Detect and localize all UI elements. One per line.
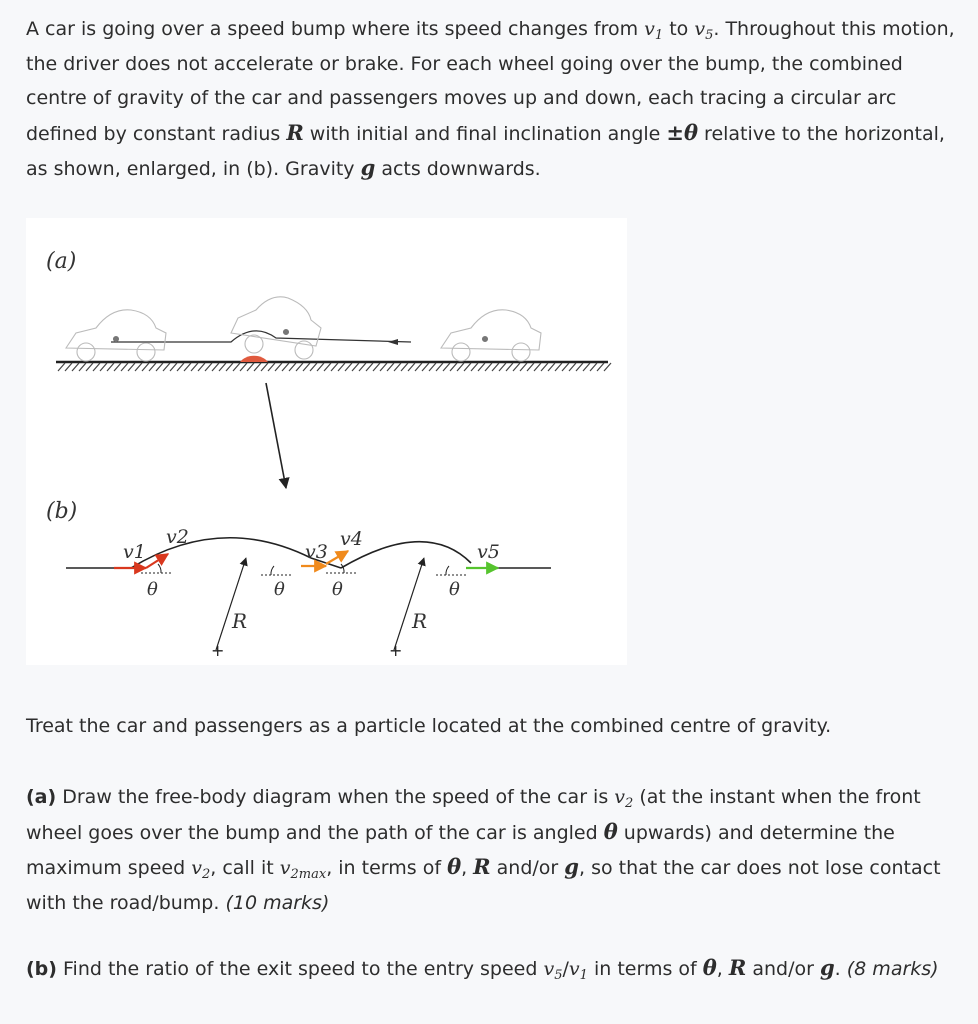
road-hatch-mark bbox=[331, 363, 338, 371]
road-hatch-mark bbox=[590, 363, 597, 371]
math-v2: $v_2$ bbox=[614, 786, 634, 811]
label-v4: v4 bbox=[340, 528, 363, 550]
question-b-marks: (8 marks) bbox=[846, 958, 939, 980]
intro-paragraph: A car is going over a speed bump where its speed changes from $v_1$ to $v_5$. Throughout this motion, the driver does not accelerate or brake. For each wheel going over the bump, the combined centre of gravity of the car and passengers moves up and down, each tracing a circular arc defined by constant radius R with initial and final inclination angle ±θ relative to the horizontal, as shown, enlarged, in (b). Gravity g acts downwards. bbox=[26, 18, 955, 180]
road-hatch-mark bbox=[415, 363, 422, 371]
road-hatch-mark bbox=[520, 363, 527, 371]
road-hatch-mark bbox=[499, 363, 506, 371]
road-hatch-mark bbox=[128, 363, 135, 371]
road-hatch-mark bbox=[261, 363, 268, 371]
question-a-label: (a) bbox=[26, 786, 57, 808]
road-hatch-mark bbox=[163, 363, 170, 371]
road-hatch-mark bbox=[597, 363, 604, 371]
velocity-v2-arrow bbox=[146, 554, 168, 568]
theta-3: θ bbox=[332, 579, 343, 600]
road-hatch-mark bbox=[254, 363, 261, 371]
center-mark-2: + bbox=[389, 641, 403, 660]
road-hatch-mark bbox=[100, 363, 107, 371]
road-hatch-mark bbox=[72, 363, 79, 371]
road-hatch-mark bbox=[401, 363, 408, 371]
road-hatch-mark bbox=[450, 363, 457, 371]
car-1 bbox=[66, 310, 166, 361]
label-v1: v1 bbox=[123, 541, 146, 563]
road-hatch-mark bbox=[156, 363, 163, 371]
math-g-a: g bbox=[564, 854, 579, 879]
road-hatch-mark bbox=[121, 363, 128, 371]
road-hatch-mark bbox=[345, 363, 352, 371]
road-hatch-mark bbox=[135, 363, 142, 371]
road-hatch-mark bbox=[205, 363, 212, 371]
road-hatch-mark bbox=[464, 363, 471, 371]
road-hatch-mark bbox=[317, 363, 324, 371]
bump bbox=[240, 356, 268, 362]
car-2 bbox=[231, 297, 321, 359]
road-hatch-mark bbox=[583, 363, 590, 371]
math-v1-ratio: $v_1$ bbox=[568, 958, 588, 983]
question-b-label: (b) bbox=[26, 958, 57, 980]
road-hatch-mark bbox=[338, 363, 345, 371]
math-theta: θ bbox=[603, 818, 618, 844]
enlarge-arrow bbox=[266, 383, 286, 488]
question-a-marks: (10 marks) bbox=[225, 891, 330, 914]
road-hatch-mark bbox=[527, 363, 534, 371]
road-hatch-mark bbox=[282, 363, 289, 371]
trajectory-arrow bbox=[388, 339, 398, 345]
road-hatch-mark bbox=[191, 363, 198, 371]
road-hatch-mark bbox=[555, 363, 562, 371]
math-R-b: R bbox=[728, 955, 747, 980]
road-hatch-mark bbox=[429, 363, 436, 371]
road-hatch-mark bbox=[303, 363, 310, 371]
road-hatch-mark bbox=[296, 363, 303, 371]
road-hatch-mark bbox=[233, 363, 240, 371]
math-v1: $v_1$ bbox=[644, 18, 664, 43]
road-hatch-mark bbox=[394, 363, 401, 371]
math-g: g bbox=[360, 155, 376, 180]
math-pm-theta: ±θ bbox=[666, 119, 699, 145]
road-hatch-mark bbox=[275, 363, 282, 371]
road-hatch-mark bbox=[226, 363, 233, 371]
road-hatch-mark bbox=[149, 363, 156, 371]
math-theta-2: θ bbox=[447, 854, 462, 879]
road-hatch-mark bbox=[548, 363, 555, 371]
road-hatch-mark bbox=[422, 363, 429, 371]
road-hatch-mark bbox=[562, 363, 569, 371]
road-hatch-mark bbox=[142, 363, 149, 371]
road-hatch-mark bbox=[268, 363, 275, 371]
math-R: R bbox=[286, 119, 304, 145]
road-hatch-mark bbox=[478, 363, 485, 371]
figure-svg bbox=[26, 218, 627, 665]
label-R-1: R bbox=[232, 609, 248, 633]
car-3 bbox=[441, 310, 541, 361]
velocity-v4-arrow bbox=[326, 551, 348, 564]
theta-2: θ bbox=[274, 579, 285, 600]
road-hatch-mark bbox=[366, 363, 373, 371]
cog-trajectory bbox=[111, 331, 411, 342]
math-g-b: g bbox=[819, 955, 835, 980]
road-hatch-mark bbox=[170, 363, 177, 371]
road-hatch-mark bbox=[93, 363, 100, 371]
road-hatch-mark bbox=[541, 363, 548, 371]
road-hatch-mark bbox=[492, 363, 499, 371]
theta-4: θ bbox=[449, 579, 460, 600]
road-hatch-mark bbox=[485, 363, 492, 371]
road-hatch-mark bbox=[177, 363, 184, 371]
road-hatch-mark bbox=[569, 363, 576, 371]
road-hatch-mark bbox=[373, 363, 380, 371]
label-a: (a) bbox=[46, 249, 77, 274]
road-hatch-mark bbox=[310, 363, 317, 371]
math-v2max: $v_{2max}$ bbox=[279, 857, 327, 882]
road-hatch-mark bbox=[324, 363, 331, 371]
road-hatch-mark bbox=[86, 363, 93, 371]
road-hatch-mark bbox=[184, 363, 191, 371]
road-hatch-mark bbox=[352, 363, 359, 371]
road-hatch-mark bbox=[247, 363, 254, 371]
road-hatch-mark bbox=[576, 363, 583, 371]
label-b: (b) bbox=[46, 499, 78, 524]
radius-line-1 bbox=[216, 558, 246, 650]
road-hatch-mark bbox=[198, 363, 205, 371]
question-a: (a) Draw the free-body diagram when the speed of the car is $v_2$ (at the instant when the front wheel goes over the bump and the path of the car is angled θ upwards) and determine the maximum speed $v_2$, call it $v_{2max}$, in terms of θ, R and/or g, so that the car does not lose contact with the road/bump. (10 marks) bbox=[26, 786, 941, 914]
math-v5-ratio: $v_5$ bbox=[543, 958, 563, 983]
math-theta-b: θ bbox=[702, 955, 717, 980]
road-hatch-mark bbox=[240, 363, 247, 371]
road-hatch-mark bbox=[457, 363, 464, 371]
road-hatch-mark bbox=[359, 363, 366, 371]
road-hatch-mark bbox=[408, 363, 415, 371]
math-R-a: R bbox=[473, 854, 491, 879]
road-hatch-mark bbox=[58, 363, 65, 371]
road-hatch-mark bbox=[513, 363, 520, 371]
road-hatch-mark bbox=[506, 363, 513, 371]
road-hatch-mark bbox=[79, 363, 86, 371]
road-hatch-mark bbox=[436, 363, 443, 371]
road-hatch-mark bbox=[380, 363, 387, 371]
road-hatch-mark bbox=[65, 363, 72, 371]
road-hatch-mark bbox=[114, 363, 121, 371]
speed-bump-figure bbox=[26, 218, 627, 665]
road-hatch-mark bbox=[534, 363, 541, 371]
road-hatch-mark bbox=[387, 363, 394, 371]
label-v2: v2 bbox=[166, 526, 189, 548]
theta-1: θ bbox=[147, 579, 158, 600]
road-hatch-mark bbox=[107, 363, 114, 371]
label-v3: v3 bbox=[305, 541, 328, 563]
road-hatch-mark bbox=[289, 363, 296, 371]
road bbox=[56, 362, 611, 371]
radius-line-2 bbox=[394, 558, 424, 650]
road-hatch-mark bbox=[604, 363, 611, 371]
math-v5: $v_5$ bbox=[694, 18, 714, 43]
question-b: (b) Find the ratio of the exit speed to the entry speed $v_5/v_1$ in terms of θ, R and/or g. (8 marks) bbox=[26, 955, 939, 983]
math-v2-b: $v_2$ bbox=[191, 857, 211, 882]
center-mark-1: + bbox=[211, 641, 225, 660]
road-hatch-mark bbox=[471, 363, 478, 371]
road-hatch-mark bbox=[443, 363, 450, 371]
road-hatch-mark bbox=[212, 363, 219, 371]
label-v5: v5 bbox=[477, 541, 500, 563]
label-R-2: R bbox=[412, 609, 428, 633]
road-hatch-mark bbox=[219, 363, 226, 371]
treat-paragraph: Treat the car and passengers as a particle located at the combined centre of gravity. bbox=[26, 715, 832, 737]
